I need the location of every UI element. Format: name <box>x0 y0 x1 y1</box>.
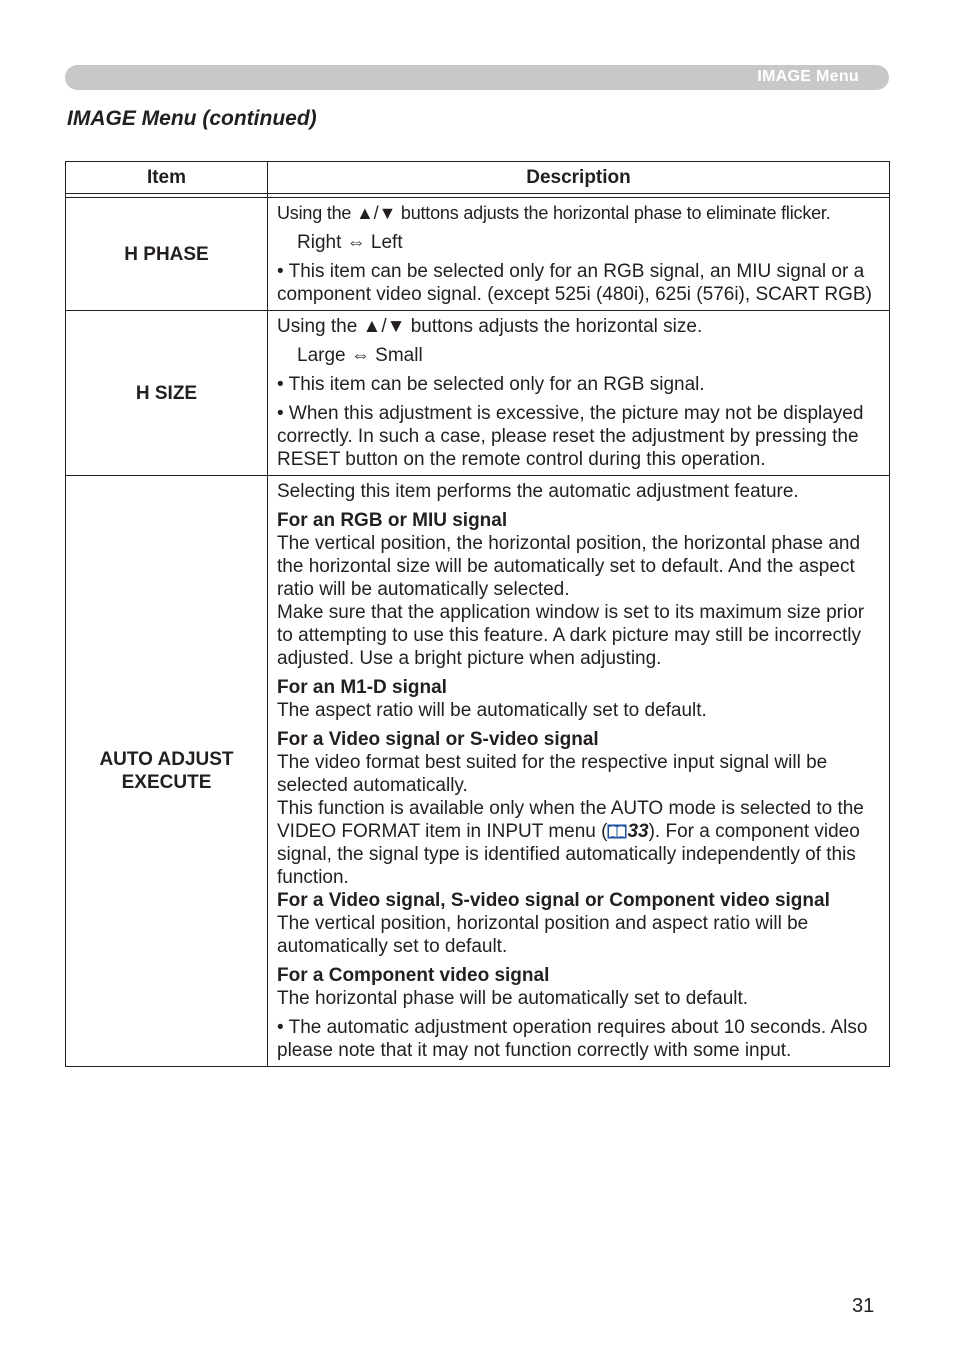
page-number: 31 <box>852 1295 875 1317</box>
table-row <box>66 198 890 311</box>
video-signal-section <box>277 728 880 889</box>
section-label: IMAGE Menu <box>757 68 859 85</box>
section-heading: For a Video signal or S-video signal <box>277 729 599 750</box>
description-note: • When this adjustment is excessive, the picture may not be displayed correctly. In such a case, please reset the adjustment by pressing the RESET button on the remote control during this operation. <box>277 403 864 470</box>
menu-table <box>65 161 890 1067</box>
item-name: H PHASE <box>66 198 268 311</box>
book-icon <box>607 822 627 837</box>
table-header-row <box>66 162 890 194</box>
m1d-signal-section <box>277 676 880 722</box>
description-line: Using the ▲/▼ buttons adjusts the horizontal phase to eliminate flicker. <box>277 203 831 223</box>
description-note: • This item can be selected only for an RGB signal. <box>277 374 705 395</box>
component-signal-section <box>277 964 880 1010</box>
item-description <box>268 311 890 476</box>
description-note: • This item can be selected only for an RGB signal, an MIU signal or a component video signal. (except 525i (480i), 625i (576i), SCART RGB) <box>277 261 872 305</box>
description-line: Using the ▲/▼ buttons adjusts the horizontal size. <box>277 316 703 337</box>
section-text: This function is available only when the AUTO mode is selected to the VIDEO FORMAT item in INPUT menu ( 33). For a component video signal, the signal type is identified automatically independently of this function. <box>277 798 864 888</box>
section-text: The vertical position, horizontal position and aspect ratio will be automatically set to default. <box>277 913 809 957</box>
section-heading: For a Video signal, S-video signal or Component video signal <box>277 890 830 911</box>
page-title: IMAGE Menu (continued) <box>67 107 317 130</box>
item-description <box>268 476 890 1067</box>
table-row <box>66 311 890 476</box>
adjust-range: Right ⇔ Left <box>297 232 403 253</box>
section-text: The aspect ratio will be automatically set to default. <box>277 700 707 721</box>
section-text: The vertical position, the horizontal position, the horizontal phase and the horizontal size will be automatically set to default. And the aspect ratio will be automatically selected. <box>277 533 861 600</box>
section-heading: For an RGB or MIU signal <box>277 510 508 531</box>
description-note: • The automatic adjustment operation requires about 10 seconds. Also please note that it may not function correctly with some input. <box>277 1017 868 1061</box>
item-name: H SIZE <box>66 311 268 476</box>
adjust-range: Large ⇔ Small <box>297 345 423 366</box>
rgb-signal-section <box>277 509 880 670</box>
section-header-bar <box>65 65 889 90</box>
page-reference: 33 <box>627 821 649 842</box>
item-description <box>268 198 890 311</box>
section-text: The horizontal phase will be automatically set to default. <box>277 988 749 1009</box>
section-text: Make sure that the application window is set to its maximum size prior to attempting to use this feature. A dark picture may still be incorrectly adjusted. Use a bright picture when adjusting. <box>277 602 865 669</box>
column-header-item: Item <box>66 162 268 194</box>
table-row <box>66 476 890 1067</box>
section-text: The video format best suited for the respective input signal will be selected automatically. <box>277 752 828 796</box>
column-header-description: Description <box>268 162 890 194</box>
section-heading: For a Component video signal <box>277 965 550 986</box>
item-name: AUTO ADJUST EXECUTE <box>66 476 268 1067</box>
section-heading: For an M1-D signal <box>277 677 447 698</box>
description-line: Selecting this item performs the automatic adjustment feature. <box>277 481 799 502</box>
video-component-section <box>277 889 880 958</box>
